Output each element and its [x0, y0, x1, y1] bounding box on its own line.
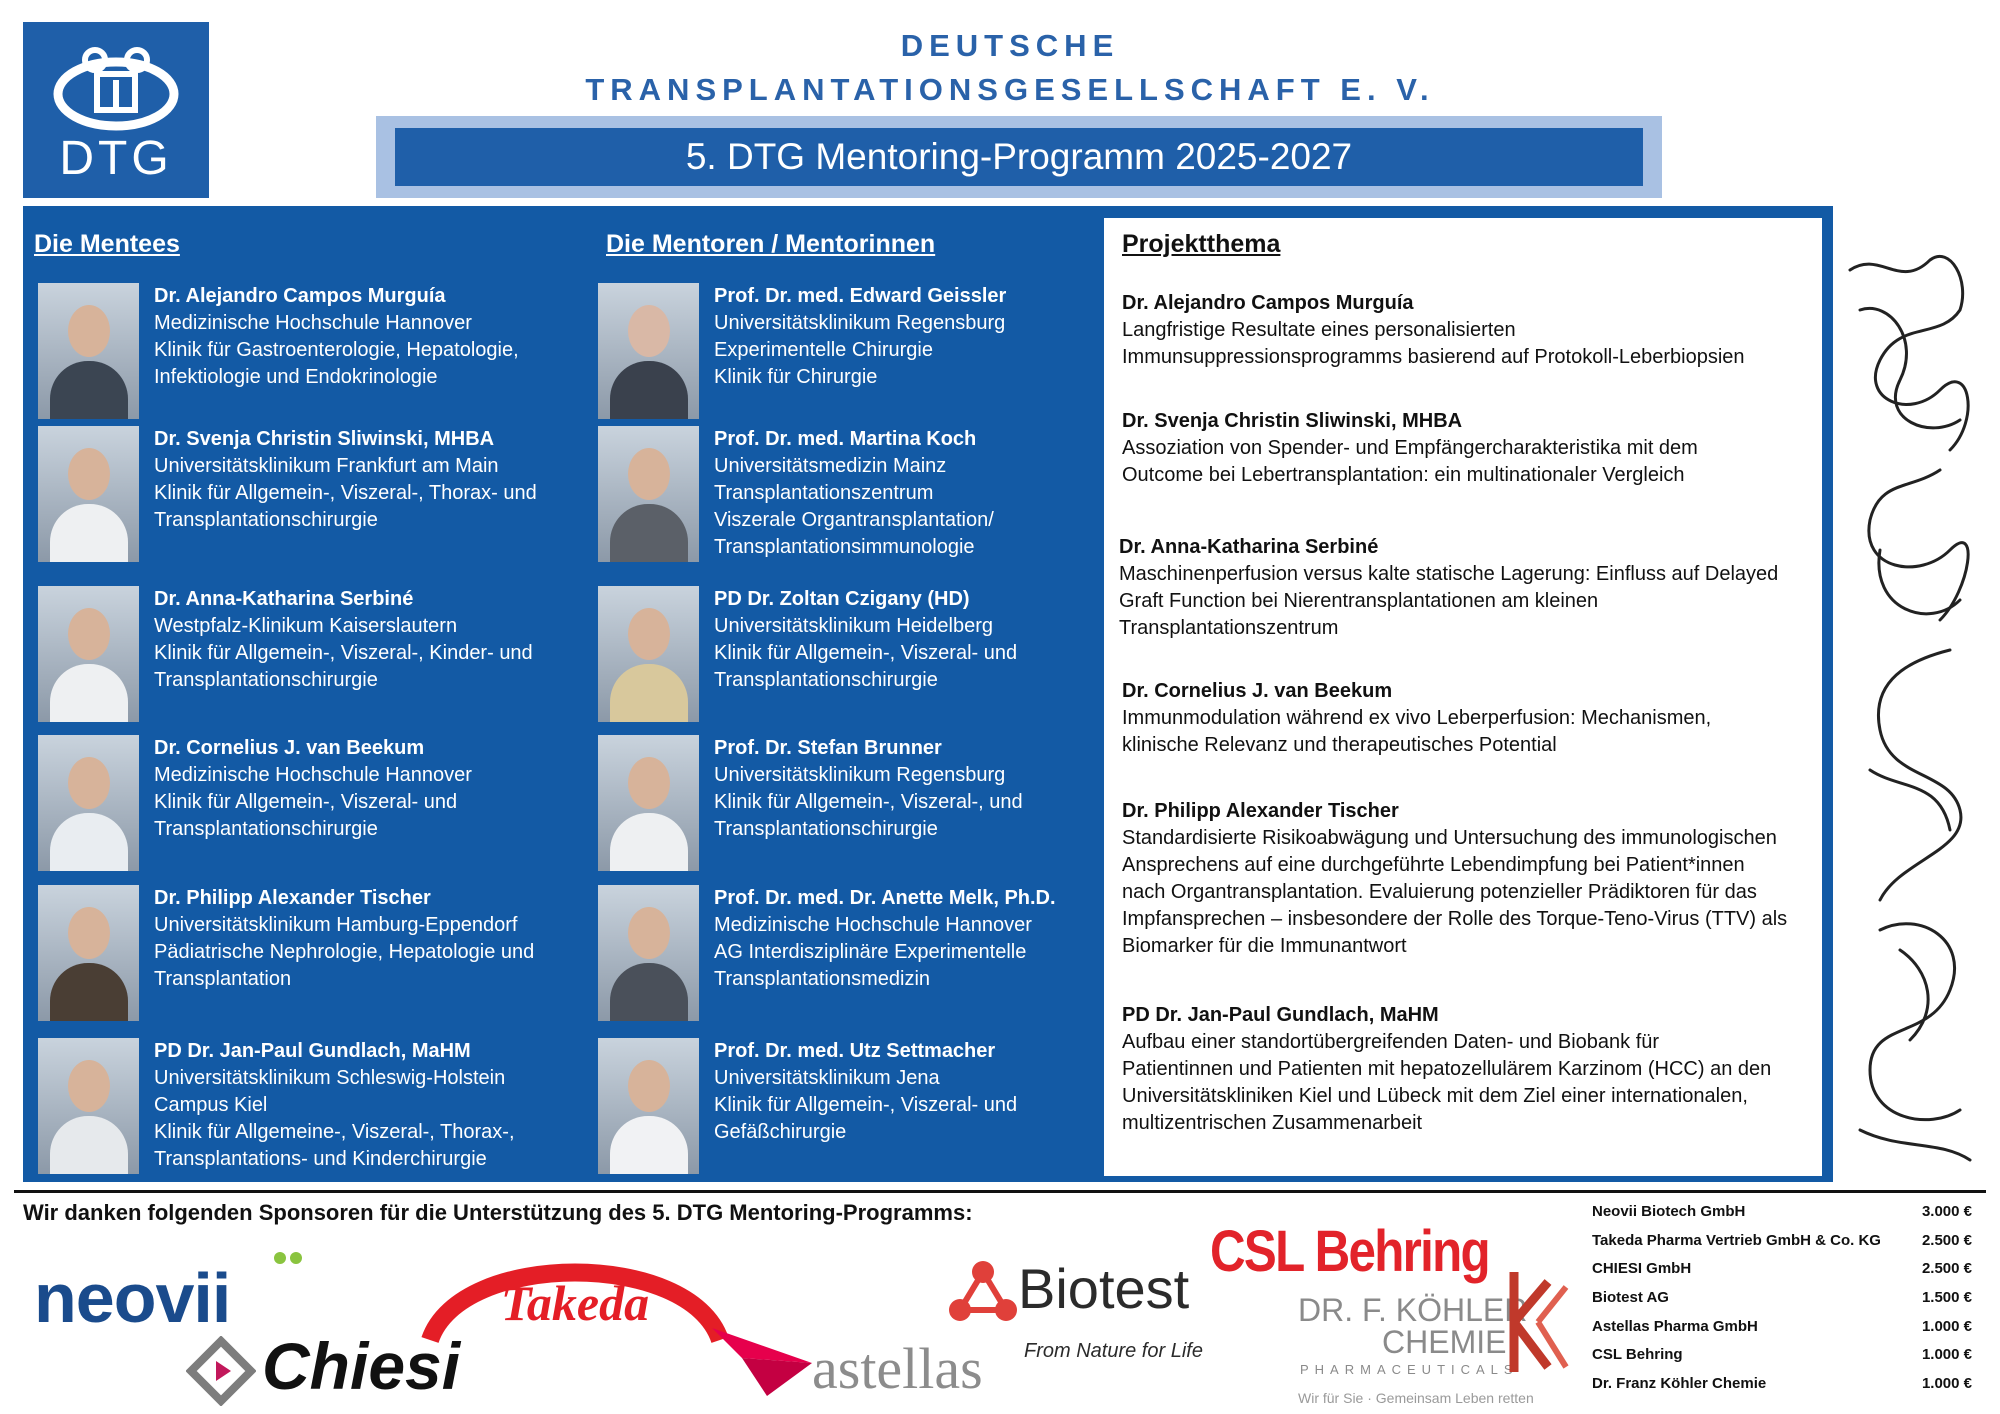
mentee-name: Dr. Svenja Christin Sliwinski, MHBA — [154, 428, 495, 450]
mentees-heading: Die Mentees — [34, 230, 180, 258]
chiesi-logo-icon — [186, 1336, 256, 1406]
mentee-name: Dr. Philipp Alexander Tischer — [154, 887, 431, 909]
chiesi-logo: Chiesi — [262, 1329, 461, 1403]
mentor-name: PD Dr. Zoltan Czigany (HD) — [714, 588, 970, 610]
project-entry — [1122, 1002, 1822, 1137]
sponsor-amount: 2.500 € — [1921, 1260, 1972, 1278]
mentee-photo — [38, 283, 139, 419]
sponsor-row — [1592, 1198, 1972, 1227]
sponsor-name: Dr. Franz Köhler Chemie — [1592, 1375, 1767, 1393]
sponsor-name: CSL Behring — [1592, 1346, 1683, 1364]
koehler-logo-icon — [1508, 1272, 1570, 1372]
mentor-line: Universitätsmedizin Mainz — [714, 455, 947, 477]
sponsor-row — [1592, 1284, 1972, 1313]
mentor-line: Universitätsklinikum Regensburg — [714, 312, 1006, 334]
project-heading: Projektthema — [1122, 230, 1281, 258]
mentor-photo — [598, 586, 699, 722]
mentor-name: Prof. Dr. Stefan Brunner — [714, 737, 942, 759]
mentor-line: Experimentelle Chirurgie — [714, 339, 933, 361]
project-line: Patientinnen und Patienten mit hepatozellulärem Karzinom (HCC) an den — [1122, 1058, 1772, 1080]
project-line: nach Organtransplantation. Evaluierung potenzieller Prädiktoren für das — [1122, 881, 1757, 903]
mentee-line: Transplantationschirurgie — [154, 669, 378, 691]
takeda-logo — [420, 1240, 730, 1350]
project-line: klinische Relevanz und therapeutisches Potential — [1122, 734, 1557, 756]
mentee-photo — [38, 885, 139, 1021]
neovii-dot-icon — [274, 1252, 286, 1264]
mentor-photo — [598, 283, 699, 419]
project-entry — [1122, 290, 1822, 371]
mentor-line: Klinik für Allgemein-, Viszeral-, und — [714, 791, 1023, 813]
project-line: Standardisierte Risikoabwägung und Untersuchung des immunologischen — [1122, 827, 1777, 849]
svg-text:DTG: DTG — [59, 132, 173, 185]
project-entry — [1122, 408, 1822, 489]
sponsor-name: Astellas Pharma GmbH — [1592, 1317, 1758, 1335]
project-line: Transplantationszentrum — [1119, 617, 1339, 639]
sponsor-table — [1592, 1198, 1972, 1399]
dtg-logo — [23, 22, 209, 198]
project-mentee-name: Dr. Philipp Alexander Tischer — [1122, 800, 1399, 822]
mentor-name: Prof. Dr. med. Edward Geissler — [714, 285, 1007, 307]
project-entry — [1122, 798, 1822, 960]
project-mentee-name: Dr. Cornelius J. van Beekum — [1122, 680, 1393, 702]
org-title-line1: DEUTSCHE — [900, 28, 1120, 63]
project-line: Outcome bei Lebertransplantation: ein multinationaler Vergleich — [1122, 464, 1685, 486]
neovii-dot-icon — [290, 1252, 302, 1264]
project-line: Universitätskliniken Kiel und Lübeck mit dem Ziel einer internationalen, — [1122, 1085, 1748, 1107]
mentor-line: Universitätsklinikum Jena — [714, 1067, 940, 1089]
sponsor-row — [1592, 1370, 1972, 1399]
mentee-line: Transplantationschirurgie — [154, 818, 378, 840]
sponsor-name: CHIESI GmbH — [1592, 1260, 1692, 1278]
sponsor-amount: 1.000 € — [1921, 1375, 1972, 1393]
mentor-line: Medizinische Hochschule Hannover — [714, 914, 1032, 936]
project-line: Langfristige Resultate eines personalisierten — [1122, 319, 1516, 341]
mentor-line: Universitätsklinikum Heidelberg — [714, 615, 993, 637]
project-line: Maschinenperfusion versus kalte statische Lagerung: Einfluss auf Delayed — [1119, 563, 1779, 585]
mentee-line: Infektiologie und Endokrinologie — [154, 366, 438, 388]
mentor-name: Prof. Dr. med. Utz Settmacher — [714, 1040, 996, 1062]
mentor-line: Universitätsklinikum Regensburg — [714, 764, 1006, 786]
mentor-photo — [598, 885, 699, 1021]
mentor-line: Transplantationschirurgie — [714, 669, 938, 691]
project-line: Graft Function bei Nierentransplantationen am kleinen — [1119, 590, 1599, 612]
project-line: Aufbau einer standortübergreifenden Daten- und Biobank für — [1122, 1031, 1660, 1053]
mentee-line: Pädiatrische Nephrologie, Hepatologie und — [154, 941, 535, 963]
mentee-line: Transplantationschirurgie — [154, 509, 378, 531]
mentor-line: Klinik für Allgemein-, Viszeral- und — [714, 1094, 1018, 1116]
mentee-line: Klinik für Allgemein-, Viszeral- und — [154, 791, 458, 813]
mentor-photo — [598, 735, 699, 871]
mentee-line: Universitätsklinikum Hamburg-Eppendorf — [154, 914, 518, 936]
project-line: Biomarker für die Immunantwort — [1122, 935, 1407, 957]
mentor-photo — [598, 426, 699, 562]
koehler-logo-line3: PHARMACEUTICALS — [1300, 1362, 1519, 1377]
program-title: 5. DTG Mentoring-Programm 2025-2027 — [395, 128, 1643, 186]
biotest-logo-icon — [944, 1258, 1022, 1328]
project-mentee-name: Dr. Anna-Katharina Serbiné — [1119, 536, 1379, 558]
mentee-line: Transplantation — [154, 968, 292, 990]
footer-divider — [14, 1190, 1986, 1193]
mentee-photo — [38, 1038, 139, 1174]
mentee-line: Universitätsklinikum Schleswig-Holstein — [154, 1067, 506, 1089]
sponsor-name: Takeda Pharma Vertrieb GmbH & Co. KG — [1592, 1231, 1881, 1249]
project-line: Impfansprechen – insbesondere der Rolle des Torque-Teno-Virus (TTV) als — [1122, 908, 1788, 930]
project-entry — [1122, 678, 1822, 759]
sponsor-amount: 1.500 € — [1921, 1289, 1972, 1307]
mentee-name: Dr. Anna-Katharina Serbiné — [154, 588, 414, 610]
dtg-logo-icon — [23, 22, 209, 198]
mentee-line: Medizinische Hochschule Hannover — [154, 764, 472, 786]
project-line: Immunmodulation während ex vivo Leberperfusion: Mechanismen, — [1122, 707, 1712, 729]
sponsor-thanks: Wir danken folgenden Sponsoren für die Unterstützung des 5. DTG Mentoring-Programms: — [23, 1200, 973, 1225]
mentors-heading: Die Mentoren / Mentorinnen — [606, 230, 936, 258]
mentor-line: Klinik für Allgemein-, Viszeral- und — [714, 642, 1018, 664]
koehler-logo-line2: CHEMIE — [1382, 1324, 1507, 1360]
astellas-logo: astellas — [812, 1336, 983, 1401]
project-mentee-name: PD Dr. Jan-Paul Gundlach, MaHM — [1122, 1004, 1439, 1026]
mentor-line: Transplantationschirurgie — [714, 818, 938, 840]
mentor-line: Klinik für Chirurgie — [714, 366, 878, 388]
project-line: multizentrischen Zusammenarbeit — [1122, 1112, 1423, 1134]
decorative-sketch-icon — [1840, 250, 1990, 1170]
mentor-line: AG Interdisziplinäre Experimentelle — [714, 941, 1027, 963]
mentor-name: Prof. Dr. med. Dr. Anette Melk, Ph.D. — [714, 887, 1056, 909]
mentee-line: Medizinische Hochschule Hannover — [154, 312, 472, 334]
biotest-tagline: From Nature for Life — [1024, 1340, 1203, 1362]
mentee-line: Klinik für Allgemein-, Viszeral-, Thorax- und — [154, 482, 537, 504]
sponsor-row — [1592, 1255, 1972, 1284]
sponsor-amount: 3.000 € — [1921, 1203, 1972, 1220]
mentor-line: Transplantationsmedizin — [714, 968, 931, 990]
mentor-line: Transplantationszentrum — [714, 482, 934, 504]
mentor-name: Prof. Dr. med. Martina Koch — [714, 428, 977, 450]
neovii-logo: neovii — [34, 1259, 231, 1337]
csl-behring-logo: CSL Behring — [1210, 1219, 1489, 1284]
astellas-logo-icon — [712, 1318, 822, 1398]
mentee-photo — [38, 735, 139, 871]
mentee-name: Dr. Alejandro Campos Murguía — [154, 285, 446, 307]
mentor-photo — [598, 1038, 699, 1174]
sponsor-name: Biotest AG — [1592, 1289, 1669, 1307]
project-entry — [1119, 534, 1819, 642]
biotest-logo: Biotest — [1018, 1257, 1190, 1320]
svg-text:Takeda: Takeda — [500, 1275, 650, 1331]
sponsor-name: Neovii Biotech GmbH — [1592, 1203, 1746, 1220]
koehler-logo-line1: DR. F. KÖHLER — [1298, 1292, 1528, 1328]
project-mentee-name: Dr. Alejandro Campos Murguía — [1122, 292, 1414, 314]
sponsor-amount: 1.000 € — [1921, 1317, 1972, 1335]
sponsor-amount: 1.000 € — [1921, 1346, 1972, 1364]
mentor-line: Gefäßchirurgie — [714, 1121, 847, 1143]
mentee-name: PD Dr. Jan-Paul Gundlach, MaHM — [154, 1040, 471, 1062]
mentee-line: Klinik für Allgemein-, Viszeral-, Kinder- und — [154, 642, 533, 664]
mentee-line: Universitätsklinikum Frankfurt am Main — [154, 455, 499, 477]
sponsor-row — [1592, 1227, 1972, 1256]
mentee-photo — [38, 586, 139, 722]
sponsor-row — [1592, 1313, 1972, 1342]
organisation-title — [380, 24, 1640, 112]
mentor-line: Transplantationsimmunologie — [714, 536, 975, 558]
mentee-name: Dr. Cornelius J. van Beekum — [154, 737, 425, 759]
org-title-line2: TRANSPLANTATIONSGESELLSCHAFT E. V. — [585, 72, 1435, 107]
mentee-line: Klinik für Allgemeine-, Viszeral-, Thorax-, — [154, 1121, 515, 1143]
project-mentee-name: Dr. Svenja Christin Sliwinski, MHBA — [1122, 410, 1463, 432]
project-line: Immunsuppressionsprogramms basierend auf Protokoll-Leberbiopsien — [1122, 346, 1745, 368]
sponsor-row — [1592, 1341, 1972, 1370]
mentor-line: Viszerale Organtransplantation/ — [714, 509, 994, 531]
project-line: Ansprechens auf eine durchgeführte Lebendimpfung bei Patient*innen — [1122, 854, 1745, 876]
mentee-photo — [38, 426, 139, 562]
koehler-tagline: Wir für Sie · Gemeinsam Leben retten — [1298, 1390, 1534, 1406]
mentee-line: Campus Kiel — [154, 1094, 268, 1116]
mentee-line: Klinik für Gastroenterologie, Hepatologie, — [154, 339, 519, 361]
project-line: Assoziation von Spender- und Empfängercharakteristika mit dem — [1122, 437, 1698, 459]
mentee-line: Westpfalz-Klinikum Kaiserslautern — [154, 615, 458, 637]
mentee-line: Transplantations- und Kinderchirurgie — [154, 1148, 487, 1170]
sponsor-amount: 2.500 € — [1921, 1231, 1972, 1249]
